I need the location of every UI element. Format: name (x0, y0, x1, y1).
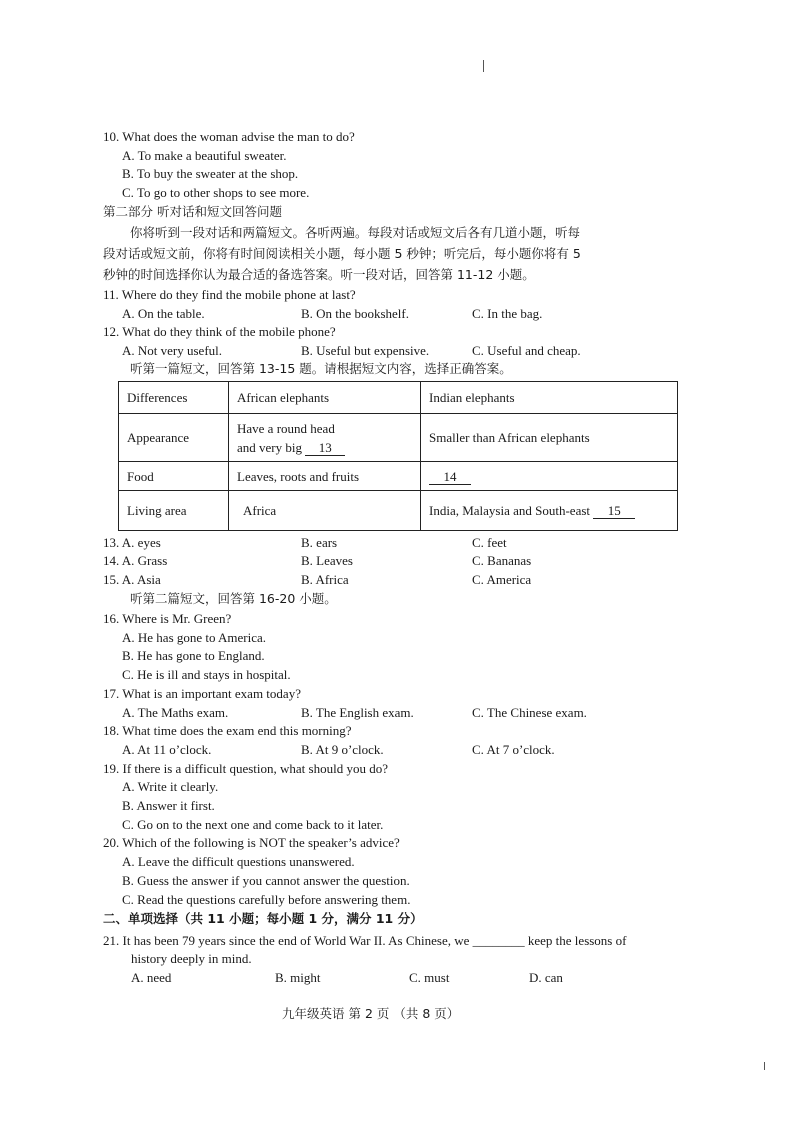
scan-mark-bottom-right (764, 1062, 765, 1070)
q18-option-b: B. At 9 o’clock. (301, 742, 384, 757)
q11-stem: 11. Where do they find the mobile phone at last? (103, 287, 356, 302)
q17-option-a: A. The Maths exam. (122, 705, 229, 720)
q19-option-b: B. Answer it first. (122, 798, 215, 813)
elephant-comparison-table (118, 381, 678, 531)
section2-heading: 二、单项选择（共 11 小题；每小题 1 分，满分 11 分） (103, 911, 423, 926)
table-cell-appearance: Appearance (119, 414, 229, 462)
q20-option-a: A. Leave the difficult questions unanswered. (122, 854, 355, 869)
q11-option-c: C. In the bag. (472, 306, 543, 321)
q15-option-b: B. Africa (301, 572, 349, 587)
african-appearance-line1: Have a round head (237, 420, 335, 436)
q20-stem: 20. Which of the following is NOT the speaker’s advice? (103, 835, 400, 850)
table-row (119, 414, 678, 462)
table-cell-african-appearance (229, 414, 421, 462)
q21-stem-line2: history deeply in mind. (131, 951, 252, 966)
part2-instruction-line1: 你将听到一段对话和两篇短文。各听两遍。每段对话或短文后各有几道小题，听每 (130, 225, 581, 240)
q16-option-a: A. He has gone to America. (122, 630, 267, 645)
q15-option-c: C. America (472, 572, 532, 587)
part2-instruction-line2: 段对话或短文前，你将有时间阅读相关小题，每小题 5 秒钟；听完后，每小题你将有 5 (103, 246, 581, 261)
table-row (119, 491, 678, 531)
table-header-indian: Indian elephants (421, 382, 678, 414)
q10-option-b: B. To buy the sweater at the shop. (122, 166, 299, 181)
q15-option-a: 15. A. Asia (103, 572, 161, 587)
q19-option-a: A. Write it clearly. (122, 779, 219, 794)
blank-14: 14 (429, 469, 471, 485)
q12-option-a: A. Not very useful. (122, 343, 223, 358)
q16-option-c: C. He is ill and stays in hospital. (122, 667, 291, 682)
q13-option-b: B. ears (301, 535, 338, 550)
q19-option-c: C. Go on to the next one and come back to it later. (122, 817, 384, 832)
table-header-row (119, 382, 678, 414)
blank-13: 13 (305, 440, 345, 456)
african-appearance-line2 (237, 438, 412, 457)
table-header-african: African elephants (229, 382, 421, 414)
q21-stem-line1: 21. It has been 79 years since the end of World War II. As Chinese, we ________ keep the lessons of (103, 933, 627, 948)
q17-option-b: B. The English exam. (301, 705, 414, 720)
q20-option-c: C. Read the questions carefully before answering them. (122, 892, 411, 907)
table-cell-african-food: Leaves, roots and fruits (229, 462, 421, 491)
passage2-instruction: 听第二篇短文，回答第 16-20 小题。 (130, 591, 337, 606)
part2-heading: 第二部分 听对话和短文回答问题 (103, 204, 282, 219)
q18-option-c: C. At 7 o’clock. (472, 742, 555, 757)
table-cell-indian-area (421, 491, 678, 531)
q18-option-a: A. At 11 o’clock. (122, 742, 212, 757)
q10-option-c: C. To go to other shops to see more. (122, 185, 310, 200)
table-cell-indian-food (421, 462, 678, 491)
q14-option-c: C. Bananas (472, 553, 532, 568)
q19-stem: 19. If there is a difficult question, what should you do? (103, 761, 388, 776)
q12-option-b: B. Useful but expensive. (301, 343, 430, 358)
q17-option-c: C. The Chinese exam. (472, 705, 587, 720)
blank-15: 15 (593, 503, 635, 519)
q16-option-b: B. He has gone to England. (122, 648, 265, 663)
table-cell-african-area: Africa (229, 491, 421, 531)
q11-option-b: B. On the bookshelf. (301, 306, 409, 321)
scan-mark-top (483, 60, 484, 72)
q21-option-b: B. might (275, 970, 321, 985)
q13-option-c: C. feet (472, 535, 507, 550)
q11-option-a: A. On the table. (122, 306, 205, 321)
table-row (119, 462, 678, 491)
q13-option-a: 13. A. eyes (103, 535, 161, 550)
q14-option-b: B. Leaves (301, 553, 353, 568)
table-cell-indian-appearance: Smaller than African elephants (421, 414, 678, 462)
table-cell-food: Food (119, 462, 229, 491)
q21-option-d: D. can (529, 970, 563, 985)
part2-instruction-line3: 秒钟的时间选择你认为最合适的备选答案。听一段对话，回答第 11-12 小题。 (103, 267, 535, 282)
african-appearance-text: and very big (237, 439, 302, 455)
table-cell-living-area: Living area (119, 491, 229, 531)
q20-option-b: B. Guess the answer if you cannot answer the question. (122, 873, 410, 888)
table-header-differences: Differences (119, 382, 229, 414)
q16-stem: 16. Where is Mr. Green? (103, 611, 232, 626)
q21-option-c: C. must (409, 970, 450, 985)
q12-stem: 12. What do they think of the mobile phone? (103, 324, 336, 339)
q14-option-a: 14. A. Grass (103, 553, 168, 568)
page-footer: 九年级英语 第 2 页 （共 8 页） (282, 1006, 460, 1021)
q10-stem: 10. What does the woman advise the man to do? (103, 129, 355, 144)
indian-area-text: India, Malaysia and South-east (429, 503, 591, 518)
q17-stem: 17. What is an important exam today? (103, 686, 301, 701)
q18-stem: 18. What time does the exam end this morning? (103, 723, 352, 738)
passage1-instruction: 听第一篇短文，回答第 13-15 题。请根据短文内容，选择正确答案。 (130, 361, 512, 376)
q12-option-c: C. Useful and cheap. (472, 343, 581, 358)
q21-option-a: A. need (131, 970, 172, 985)
q10-option-a: A. To make a beautiful sweater. (122, 148, 287, 163)
